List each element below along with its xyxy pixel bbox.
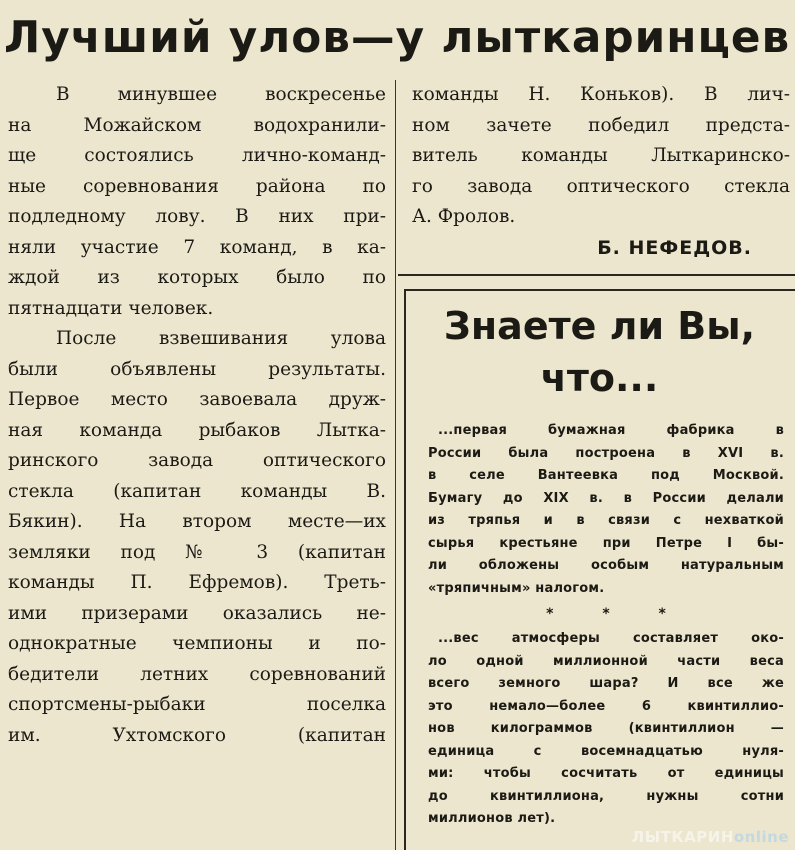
article-line: пятнадцати человек. <box>8 297 214 319</box>
fact-line: нов килограммов (квинтиллион — <box>428 721 784 736</box>
fact-line: из тряпья и в связи с нехваткой <box>428 513 784 528</box>
fact-line: ...вес атмосферы составляет око- <box>438 631 784 646</box>
fact-line: «тряпичным» налогом. <box>428 580 605 596</box>
article-line: Первое место завоевала друж- <box>8 389 386 410</box>
article-line: подледному лову. В них при- <box>8 206 386 227</box>
article-line: были объявлены результаты. <box>8 358 386 380</box>
article-line: ринского завода оптического <box>8 450 386 471</box>
fact-line: до квинтиллиона, нужны сотни <box>428 788 784 804</box>
fact-line: сырья крестьяне при Петре I бы- <box>428 535 784 551</box>
fact-line: в селе Вантеевка под Москвой. <box>428 468 784 483</box>
article-line: команды Н. Коньков). В лич- <box>412 84 790 105</box>
section-rule <box>398 274 795 276</box>
fact-line: ли обложены особым натуральным <box>428 558 784 573</box>
fact-line: единица с восемнадцатью нуля- <box>428 743 784 759</box>
article-line: ще состоялись лично-команд- <box>8 145 386 166</box>
article-line: ные соревнования района по <box>8 175 386 197</box>
fact-line: ...первая бумажная фабрика в <box>438 423 784 438</box>
article-line: А. Фролов. <box>412 206 516 227</box>
article-line: витель команды Лыткаринско- <box>412 145 790 166</box>
fact-line: это немало—более 6 квинтиллио- <box>428 698 784 714</box>
headline: Лучший улов—у лыткаринцев <box>4 12 791 63</box>
fact-line: ми: чтобы сосчитать от единицы <box>428 766 784 781</box>
did-you-know-title <box>404 300 795 404</box>
article-line: Бякин). На втором месте—их <box>8 511 386 532</box>
title-line: что... <box>540 356 659 400</box>
article-column-right <box>412 80 790 266</box>
article-signature: Б. НЕФЕДОВ. <box>597 236 752 259</box>
fact-line: России была построена в XVI в. <box>428 445 784 461</box>
article-line: няли участие 7 команд, в ка- <box>8 236 386 258</box>
article-line: на Можайском водохранили- <box>8 114 386 136</box>
fact-separator: * * * <box>546 606 688 622</box>
column-divider <box>395 80 396 850</box>
watermark-text-online: online <box>733 828 789 846</box>
article-line: стекла (капитан команды В. <box>8 480 386 502</box>
article-line: спортсмены-рыбаки поселка <box>8 694 386 715</box>
did-you-know-body <box>428 420 784 831</box>
article-line: го завода оптического стекла <box>412 175 790 197</box>
fact-line: миллионов лет). <box>428 811 556 826</box>
article-line: бедители летних соревнований <box>8 663 386 685</box>
title-line: Знаете ли Вы, <box>443 304 756 348</box>
article-line: им. Ухтомского (капитан <box>8 724 386 746</box>
article-line: ими призерами оказались не- <box>8 602 386 624</box>
fact-line: Бумагу до XIX в. в России делали <box>428 490 784 506</box>
article-line: ная команда рыбаков Лытка- <box>8 419 386 441</box>
fact-line: всего земного шара? И все же <box>428 676 784 691</box>
site-watermark <box>632 828 789 846</box>
article-column-left <box>8 80 386 850</box>
article-line: однократные чемпионы и по- <box>8 633 386 654</box>
article-line: команды П. Ефремов). Треть- <box>8 572 386 593</box>
article-line: земляки под № 3 (капитан <box>8 541 386 563</box>
watermark-text: ЛЫТКАРИН <box>631 828 734 846</box>
article-line: ждой из которых было по <box>8 267 386 288</box>
article-line: После взвешивания улова <box>56 328 386 349</box>
article-line: ном зачете победил предста- <box>412 114 790 136</box>
article-line: В минувшее воскресенье <box>56 84 386 105</box>
fact-line: ло одной миллионной части веса <box>428 653 784 669</box>
